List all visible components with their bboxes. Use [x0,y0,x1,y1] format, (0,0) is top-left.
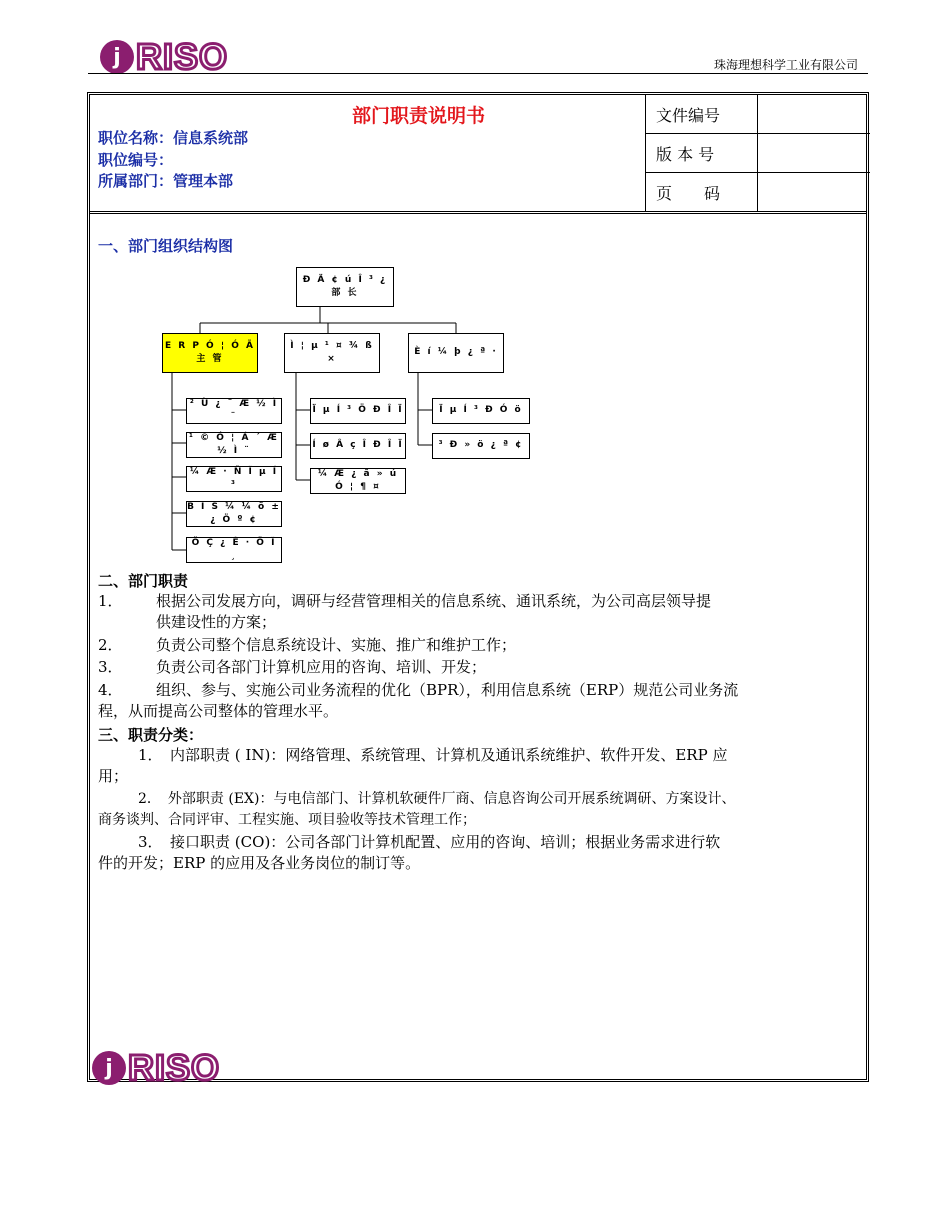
meta-row [646,173,870,211]
duty-item [98,657,862,678]
duty-text-cont: 供建设性的方案； [156,613,277,631]
duty-text: 负责公司各部门计算机应用的咨询、培训、开发； [156,658,487,676]
org-node: ¼ Æ · Ñ Ï µ Í ³ [186,466,282,492]
org-root-line2: 部 长 [331,288,359,298]
org-branch-line1: Ì ¦ µ ¹ ¤ ¾ ß × [290,340,374,364]
meta-row [646,134,870,173]
duty-text: 组织、参与、实施公司业务流程的优化（BPR），利用信息系统（ERP）规范公司业务流 [156,681,739,699]
classification-section-title: 三、职责分类： [98,726,204,744]
org-node: ¹ © Ó ¦ Á ´ Æ ½ Ì ¨ [186,432,282,458]
duties-section-title: 二、部门职责 [98,572,189,590]
classification-item [98,789,862,831]
position-name: 职位名称：信息系统部 [98,129,249,147]
classification-line: 用； [98,767,129,785]
org-branch-3 [408,333,504,373]
org-node: Ï µ Í ³ Ö Ð Î Ï [310,398,406,424]
duty-item [98,635,862,656]
meta-row [646,95,870,134]
meta-value [758,134,870,172]
classification-item [98,745,862,787]
org-chart [160,265,610,575]
org-node: ¼ Æ ¿ ã » ú Ó ¦ ¶ ¤ [310,468,406,494]
classification-item [98,832,862,874]
classification-line: 件的开发；ERP 的应用及各业务岗位的制订等。 [98,854,421,872]
org-node: Ï µ Í ³ Ð Ó ö [432,398,530,424]
meta-table [645,95,870,211]
meta-label: 版 本 号 [646,134,758,172]
org-branch-2 [284,333,380,373]
duty-text-cont: 程，从而提高公司整体的管理水平。 [98,702,339,720]
org-node: ³ Ð » ö ¿ ª ¢ [432,433,530,459]
logo-mark: j [100,40,134,74]
org-branch-line1: E R P Ó ¦ Ó Ã [164,340,256,351]
document-frame [87,92,869,1082]
org-branch-erp [162,333,258,373]
duty-number: 3． [98,658,123,676]
duty-number: 4． [98,681,123,699]
company-name: 珠海理想科学工业有限公司 [713,58,858,72]
duty-text: 负责公司整个信息系统设计、实施、推广和维护工作； [156,636,517,654]
org-node: ² Ù ¿ ¨ Æ ½ Ì ¨ [186,398,282,424]
org-branch-line1: È í ¼ þ ¿ ª · [414,347,498,358]
meta-label: 文件编号 [646,95,758,133]
meta-value [758,173,870,211]
riso-logo [100,36,228,78]
org-root-box [296,267,394,307]
classification-line: 2． 外部职责 (EX)：与电信部门、计算机软硬件厂商、信息咨询公司开展系统调研、方案设计、 [138,791,736,807]
classification-line: 1． 内部职责 ( IN)：网络管理、系统管理、计算机及通讯系统维护、软件开发、ERP 应 [138,746,728,764]
duty-number: 1． [98,592,123,610]
duty-number: 2． [98,636,123,654]
logo-mark: j [92,1051,126,1085]
document-header [90,95,866,214]
org-root-line1: Ð Ä ¢ ú Î ³ ¿ [302,274,388,285]
meta-label: 页 码 [646,173,758,211]
org-section-title: 一、部门组织结构图 [98,237,234,255]
logo-text: RISO [128,1047,221,1088]
header-divider [88,73,868,74]
org-node: Í ø Â ç Î Ð Î Ï [310,433,406,459]
meta-value [758,95,870,133]
org-branch-line2: 主 管 [196,354,224,364]
logo-text: RISO [136,36,229,77]
duty-text: 根据公司发展方向，调研与经营管理相关的信息系统、通讯系统，为公司高层领导提 [156,592,712,610]
org-node: B I S ¼ ¼ õ ± ¿ Ö º ¢ [187,501,281,525]
duty-item [98,680,862,722]
duty-item [98,591,862,633]
riso-logo-footer [92,1047,220,1089]
document-title: 部门职责说明书 [352,105,486,127]
org-node: Ö Ç ¿ Ê · Ö Ï ¸ [186,537,282,563]
position-number: 职位编号： [98,151,174,169]
classification-line: 3． 接口职责 (CO)：公司各部门计算机配置、应用的咨询、培训；根据业务需求进行软 [138,833,721,851]
department: 所属部门：管理本部 [98,172,234,190]
classification-line: 商务谈判、合同评审、工程实施、项目验收等技术管理工作； [98,812,476,828]
